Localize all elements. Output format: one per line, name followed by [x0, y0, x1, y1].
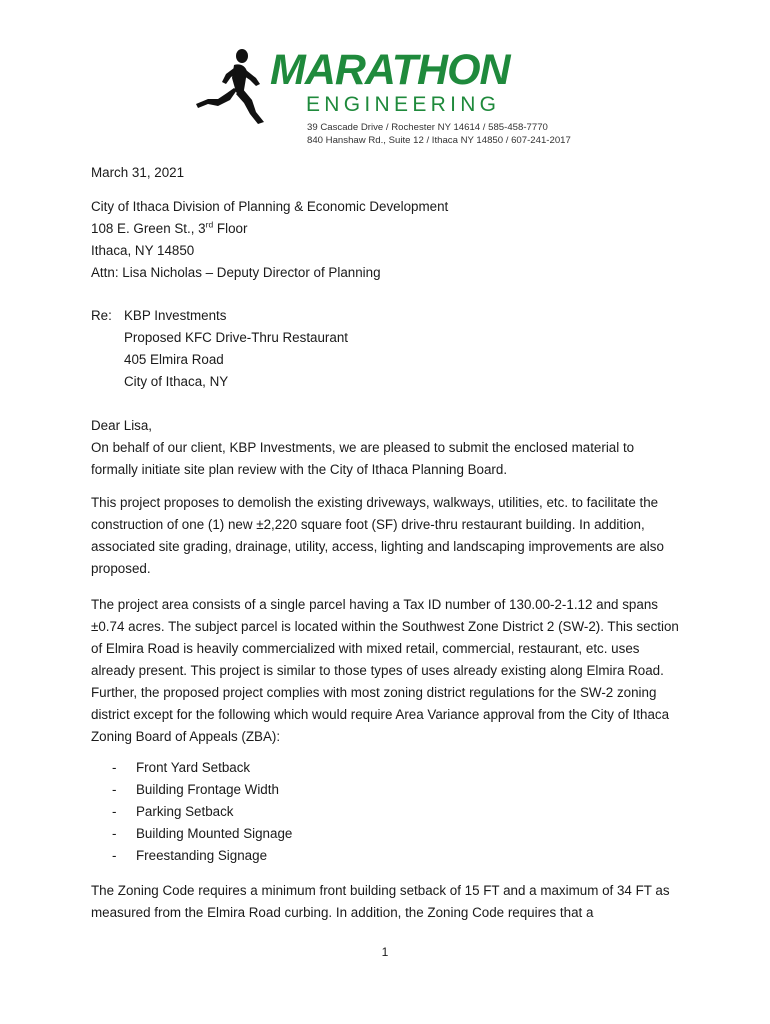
re-lines [124, 305, 348, 393]
salutation-block [91, 415, 681, 481]
address-line: 840 Hanshaw Rd., Suite 12 / Ithaca NY 14850 / 607-241-2017 [307, 135, 571, 146]
recipient-block [91, 196, 681, 284]
letter-date: March 31, 2021 [91, 165, 185, 180]
re-line: Proposed KFC Drive-Thru Restaurant [124, 330, 349, 345]
list-item: - Building Mounted Signage [112, 826, 293, 841]
recipient-org: City of Ithaca Division of Planning & Economic Development [91, 199, 449, 214]
list-item: - Freestanding Signage [112, 848, 268, 863]
re-line: 405 Elmira Road [124, 352, 224, 367]
recipient-attn: Attn: Lisa Nicholas – Deputy Director of Planning [91, 265, 381, 280]
paragraph-parcel: The project area consists of a single parcel having a Tax ID number of 130.00-2-1.12 and spans ±0.74 acres. The subject parcel is located within the Southwest Zone District 2 (SW-2). This section of Elmira Road is heavily commercialized with mixed retail, commercial, restaurant, etc. uses already present. This project is similar to those types of uses already existing along Elmira Road. Further, the proposed project complies with most zoning district regulations for the SW-2 zoning district except for the following which would require Area Variance approval from the City of Ithaca Zoning Board of Appeals (ZBA): [91, 597, 679, 744]
paragraph-zoning: The Zoning Code requires a minimum front building setback of 15 FT and a maximum of 34 FT as measured from the Elmira Road curbing. In addition, the Zoning Code requires that a [91, 883, 670, 920]
address-line: 39 Cascade Drive / Rochester NY 14614 / 585-458-7770 [307, 122, 548, 133]
list-item: - Front Yard Setback [112, 760, 251, 775]
paragraph-intro: On behalf of our client, KBP Investments, we are pleased to submit the enclosed material to formally initiate site plan review with the City of Ithaca Planning Board. [91, 440, 635, 477]
paragraph-project: This project proposes to demolish the existing driveways, walkways, utilities, etc. to facilitate the construction of one (1) new ±2,220 square foot (SF) drive-thru restaurant building. In addition, associated site grading, drainage, utility, access, lighting and landscaping improvements are also proposed. [91, 495, 664, 576]
re-line: City of Ithaca, NY [124, 374, 229, 389]
company-logo-text: MARATHON [270, 46, 510, 94]
recipient-city: Ithaca, NY 14850 [91, 243, 195, 258]
recipient-street: 108 E. Green St., 3rd Floor [91, 219, 248, 236]
list-item: - Parking Setback [112, 804, 234, 819]
page-number: 1 [381, 945, 389, 959]
salutation: Dear Lisa, [91, 418, 153, 433]
list-item: - Building Frontage Width [112, 782, 279, 797]
running-man-icon [194, 48, 274, 128]
variance-list [112, 757, 292, 867]
re-line: KBP Investments [124, 308, 227, 323]
letterhead-address [307, 121, 571, 147]
company-division-text: ENGINEERING [306, 93, 501, 116]
re-label: Re: [91, 308, 112, 323]
